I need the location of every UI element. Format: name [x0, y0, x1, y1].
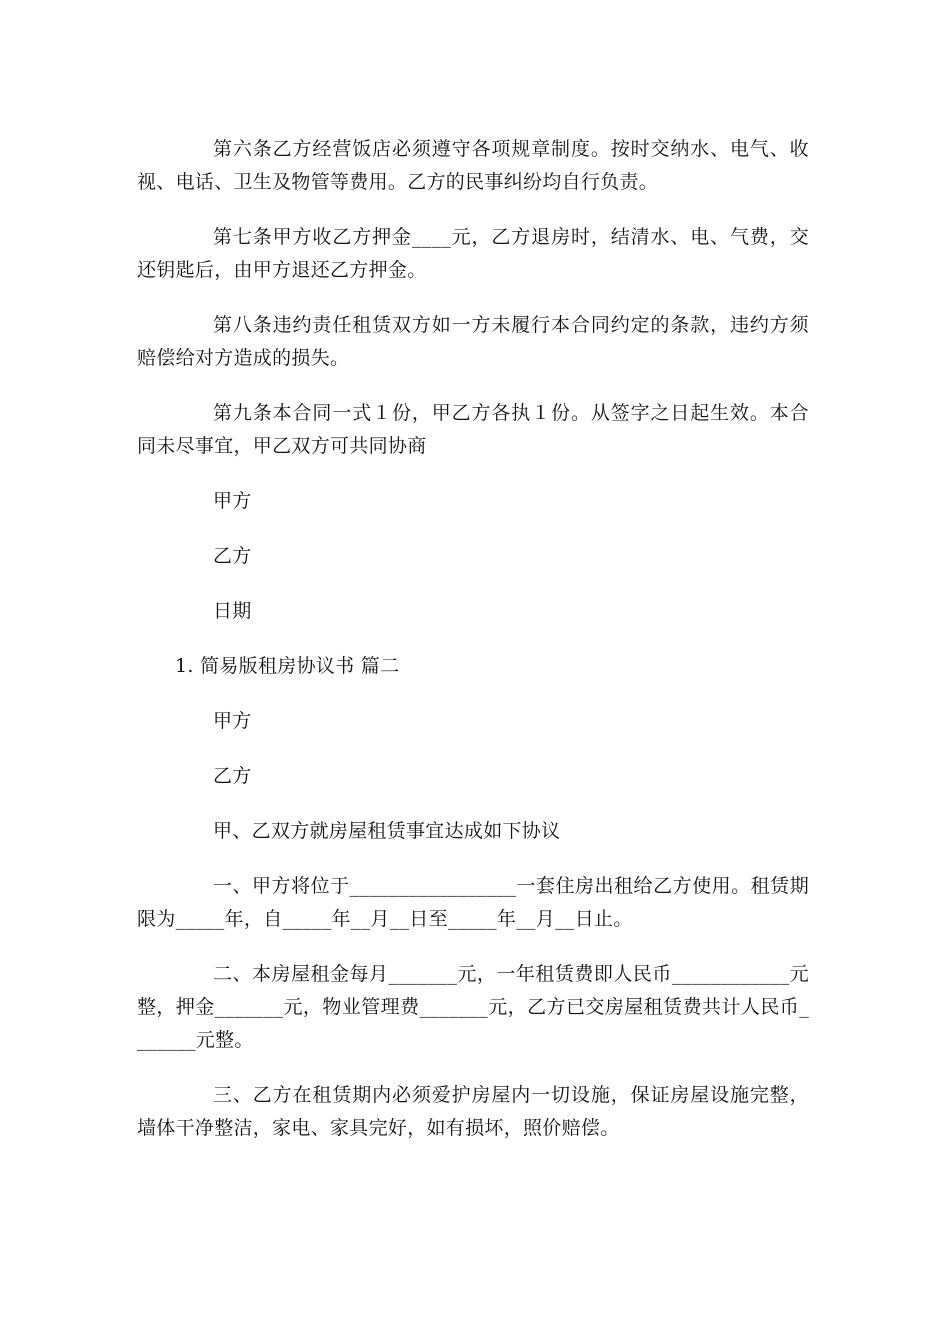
clause-2-paragraph: 二、本房屋租金每月_______元，一年租赁费即人民币____________元整，押金_______元，物业管理费_______元，乙方已交房屋租赁费共计人民币_______元整。	[137, 963, 809, 1051]
clause-1-paragraph: 一、甲方将位于_________________一套住房出租给乙方使用。租赁期限为_____年，自_____年__月__日至_____年__月__日止。	[137, 875, 809, 930]
section-title: 1. 简易版租房协议书 篇二	[175, 655, 400, 677]
signature-party-b: 乙方	[213, 545, 252, 567]
article-6-paragraph: 第六条乙方经营饭店必须遵守各项规章制度。按时交纳水、电气、收视、电话、卫生及物管等费用。乙方的民事纠纷均自行负责。	[137, 138, 809, 193]
clause-3-paragraph: 三、乙方在租赁期内必须爱护房屋内一切设施，保证房屋设施完整，墙体干净整洁，家电、家具完好，如有损坏，照价赔偿。	[137, 1084, 809, 1139]
agreement-intro: 甲、乙双方就房屋租赁事宜达成如下协议	[213, 820, 561, 842]
party-b-label: 乙方	[213, 765, 252, 787]
article-7-paragraph: 第七条甲方收乙方押金____元，乙方退房时，结清水、电、气费，交还钥匙后，由甲方退还乙方押金。	[137, 226, 809, 281]
signature-party-a: 甲方	[213, 490, 252, 512]
signature-date: 日期	[213, 600, 252, 622]
article-8-paragraph: 第八条违约责任租赁双方如一方未履行本合同约定的条款，违约方须赔偿给对方造成的损失。	[137, 314, 809, 369]
article-9-paragraph: 第九条本合同一式１份，甲乙方各执１份。从签字之日起生效。本合同未尽事宜，甲乙双方可共同协商	[137, 402, 809, 457]
party-a-label: 甲方	[213, 710, 252, 732]
